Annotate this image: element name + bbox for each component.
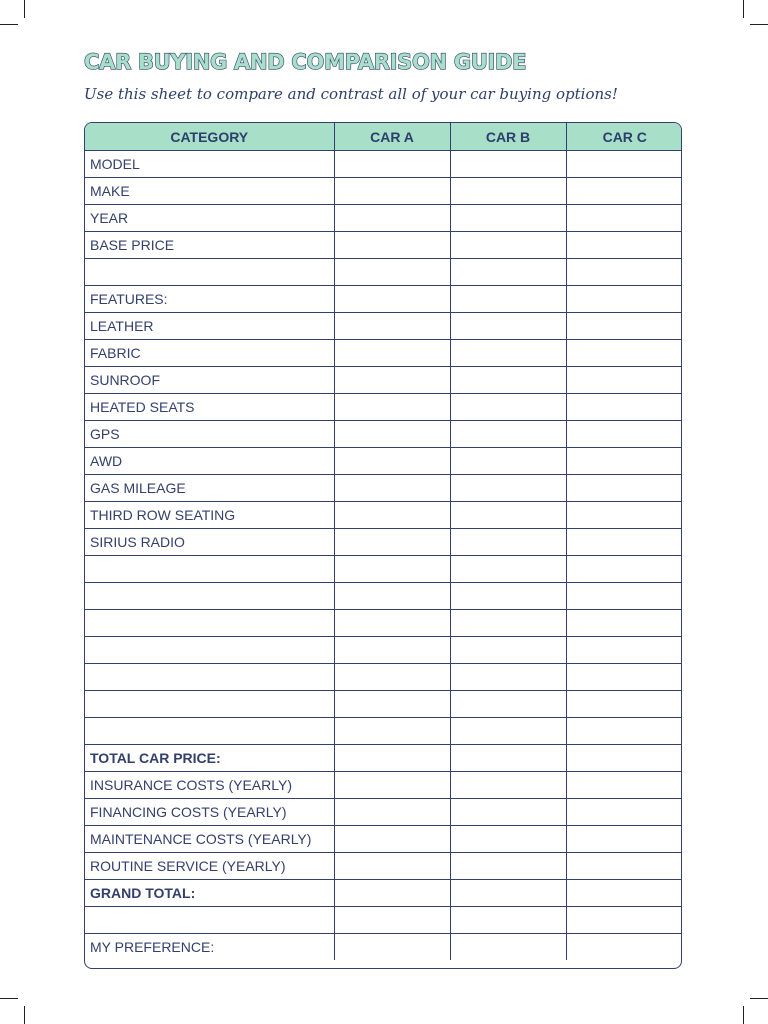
cell-car-b[interactable] [450, 475, 566, 502]
crop-mark-bottom-left-h [0, 998, 18, 999]
page-subtitle: Use this sheet to compare and contrast all of your car buying options! [84, 85, 618, 103]
cell-car-b[interactable] [450, 853, 566, 880]
row-label: FEATURES: [85, 286, 334, 313]
cell-car-b[interactable] [450, 637, 566, 664]
row-label: GRAND TOTAL: [85, 880, 334, 907]
cell-car-c[interactable] [566, 340, 682, 367]
cell-car-c[interactable] [566, 178, 682, 205]
cell-car-a[interactable] [334, 286, 450, 313]
row-label: FINANCING COSTS (YEARLY) [85, 799, 334, 826]
cell-car-c[interactable] [566, 313, 682, 340]
cell-car-a[interactable] [334, 880, 450, 907]
cell-car-a[interactable] [334, 556, 450, 583]
cell-car-a[interactable] [334, 718, 450, 745]
row-label [85, 583, 334, 610]
row-label: LEATHER [85, 313, 334, 340]
cell-car-c[interactable] [566, 772, 682, 799]
cell-car-a[interactable] [334, 934, 450, 961]
comparison-table [85, 123, 682, 960]
table-row [85, 880, 682, 907]
cell-car-b[interactable] [450, 799, 566, 826]
cell-car-c[interactable] [566, 286, 682, 313]
table-row [85, 205, 682, 232]
table-row [85, 367, 682, 394]
cell-car-c[interactable] [566, 799, 682, 826]
cell-car-b[interactable] [450, 151, 566, 178]
table-row [85, 745, 682, 772]
row-label [85, 664, 334, 691]
page-title: CAR BUYING AND COMPARISON GUIDE [84, 50, 527, 74]
row-label [85, 610, 334, 637]
cell-car-c[interactable] [566, 934, 682, 961]
cell-car-c[interactable] [566, 394, 682, 421]
cell-car-b[interactable] [450, 691, 566, 718]
cell-car-b[interactable] [450, 448, 566, 475]
crop-mark-bottom-right-v [743, 1006, 744, 1024]
cell-car-c[interactable] [566, 529, 682, 556]
crop-mark-bottom-right-h [750, 998, 768, 999]
cell-car-b[interactable] [450, 880, 566, 907]
crop-mark-top-right-v [743, 0, 744, 18]
table-row [85, 448, 682, 475]
cell-car-b[interactable] [450, 772, 566, 799]
cell-car-a[interactable] [334, 853, 450, 880]
cell-car-c[interactable] [566, 556, 682, 583]
row-label: HEATED SEATS [85, 394, 334, 421]
cell-car-c[interactable] [566, 502, 682, 529]
table-row [85, 826, 682, 853]
row-label: MODEL [85, 151, 334, 178]
cell-car-b[interactable] [450, 718, 566, 745]
row-label [85, 259, 334, 286]
cell-car-c[interactable] [566, 232, 682, 259]
cell-car-c[interactable] [566, 745, 682, 772]
table-row [85, 556, 682, 583]
header-row [85, 123, 682, 151]
row-label: SUNROOF [85, 367, 334, 394]
cell-car-a[interactable] [334, 259, 450, 286]
row-label: THIRD ROW SEATING [85, 502, 334, 529]
row-label: SIRIUS RADIO [85, 529, 334, 556]
cell-car-b[interactable] [450, 232, 566, 259]
cell-car-a[interactable] [334, 313, 450, 340]
row-label: MAKE [85, 178, 334, 205]
cell-car-b[interactable] [450, 205, 566, 232]
cell-car-c[interactable] [566, 610, 682, 637]
table-row [85, 772, 682, 799]
cell-car-c[interactable] [566, 637, 682, 664]
header-car-c: CAR C [566, 123, 682, 151]
row-label: GAS MILEAGE [85, 475, 334, 502]
table-row [85, 664, 682, 691]
cell-car-b[interactable] [450, 583, 566, 610]
table-row [85, 394, 682, 421]
cell-car-a[interactable] [334, 691, 450, 718]
cell-car-b[interactable] [450, 664, 566, 691]
cell-car-c[interactable] [566, 718, 682, 745]
header-category: CATEGORY [85, 123, 334, 151]
crop-mark-top-left-v [24, 0, 25, 18]
table-row [85, 232, 682, 259]
table-row [85, 151, 682, 178]
header-car-b: CAR B [450, 123, 566, 151]
cell-car-a[interactable] [334, 583, 450, 610]
cell-car-c[interactable] [566, 583, 682, 610]
table-row [85, 421, 682, 448]
cell-car-b[interactable] [450, 745, 566, 772]
row-label [85, 556, 334, 583]
cell-car-c[interactable] [566, 421, 682, 448]
cell-car-c[interactable] [566, 367, 682, 394]
comparison-sheet [84, 122, 682, 969]
crop-mark-top-right-h [750, 24, 768, 25]
cell-car-b[interactable] [450, 529, 566, 556]
table-row [85, 313, 682, 340]
cell-car-a[interactable] [334, 610, 450, 637]
cell-car-a[interactable] [334, 664, 450, 691]
table-row [85, 637, 682, 664]
cell-car-a[interactable] [334, 421, 450, 448]
cell-car-c[interactable] [566, 880, 682, 907]
cell-car-a[interactable] [334, 232, 450, 259]
cell-car-b[interactable] [450, 907, 566, 934]
table-row [85, 799, 682, 826]
cell-car-b[interactable] [450, 394, 566, 421]
cell-car-b[interactable] [450, 502, 566, 529]
header-car-a: CAR A [334, 123, 450, 151]
table-row [85, 691, 682, 718]
table-row [85, 259, 682, 286]
table-row [85, 475, 682, 502]
cell-car-b[interactable] [450, 934, 566, 961]
cell-car-a[interactable] [334, 340, 450, 367]
cell-car-a[interactable] [334, 637, 450, 664]
cell-car-b[interactable] [450, 421, 566, 448]
table-row [85, 286, 682, 313]
cell-car-a[interactable] [334, 745, 450, 772]
cell-car-a[interactable] [334, 178, 450, 205]
cell-car-b[interactable] [450, 286, 566, 313]
row-label: TOTAL CAR PRICE: [85, 745, 334, 772]
cell-car-b[interactable] [450, 259, 566, 286]
cell-car-c[interactable] [566, 448, 682, 475]
table-row [85, 718, 682, 745]
cell-car-a[interactable] [334, 448, 450, 475]
cell-car-a[interactable] [334, 394, 450, 421]
row-label: MAINTENANCE COSTS (YEARLY) [85, 826, 334, 853]
row-label: YEAR [85, 205, 334, 232]
row-label [85, 691, 334, 718]
table-row [85, 907, 682, 934]
cell-car-b[interactable] [450, 340, 566, 367]
cell-car-c[interactable] [566, 691, 682, 718]
table-row [85, 934, 682, 961]
row-label: GPS [85, 421, 334, 448]
table-row [85, 583, 682, 610]
cell-car-b[interactable] [450, 367, 566, 394]
cell-car-c[interactable] [566, 853, 682, 880]
cell-car-c[interactable] [566, 907, 682, 934]
cell-car-c[interactable] [566, 259, 682, 286]
cell-car-a[interactable] [334, 799, 450, 826]
row-label: AWD [85, 448, 334, 475]
cell-car-c[interactable] [566, 475, 682, 502]
row-label: INSURANCE COSTS (YEARLY) [85, 772, 334, 799]
table-row [85, 340, 682, 367]
cell-car-c[interactable] [566, 151, 682, 178]
cell-car-b[interactable] [450, 556, 566, 583]
cell-car-a[interactable] [334, 529, 450, 556]
cell-car-b[interactable] [450, 610, 566, 637]
cell-car-a[interactable] [334, 151, 450, 178]
row-label: BASE PRICE [85, 232, 334, 259]
row-label: ROUTINE SERVICE (YEARLY) [85, 853, 334, 880]
cell-car-c[interactable] [566, 205, 682, 232]
table-row [85, 502, 682, 529]
row-label: MY PREFERENCE: [85, 934, 334, 961]
cell-car-a[interactable] [334, 205, 450, 232]
cell-car-a[interactable] [334, 772, 450, 799]
cell-car-a[interactable] [334, 907, 450, 934]
cell-car-a[interactable] [334, 475, 450, 502]
row-label [85, 907, 334, 934]
row-label: FABRIC [85, 340, 334, 367]
cell-car-b[interactable] [450, 313, 566, 340]
crop-mark-top-left-h [0, 24, 18, 25]
cell-car-b[interactable] [450, 826, 566, 853]
cell-car-a[interactable] [334, 367, 450, 394]
cell-car-a[interactable] [334, 826, 450, 853]
cell-car-c[interactable] [566, 826, 682, 853]
table-row [85, 178, 682, 205]
crop-mark-bottom-left-v [24, 1006, 25, 1024]
cell-car-c[interactable] [566, 664, 682, 691]
row-label [85, 718, 334, 745]
table-row [85, 610, 682, 637]
table-row [85, 853, 682, 880]
cell-car-b[interactable] [450, 178, 566, 205]
cell-car-a[interactable] [334, 502, 450, 529]
table-row [85, 529, 682, 556]
row-label [85, 637, 334, 664]
